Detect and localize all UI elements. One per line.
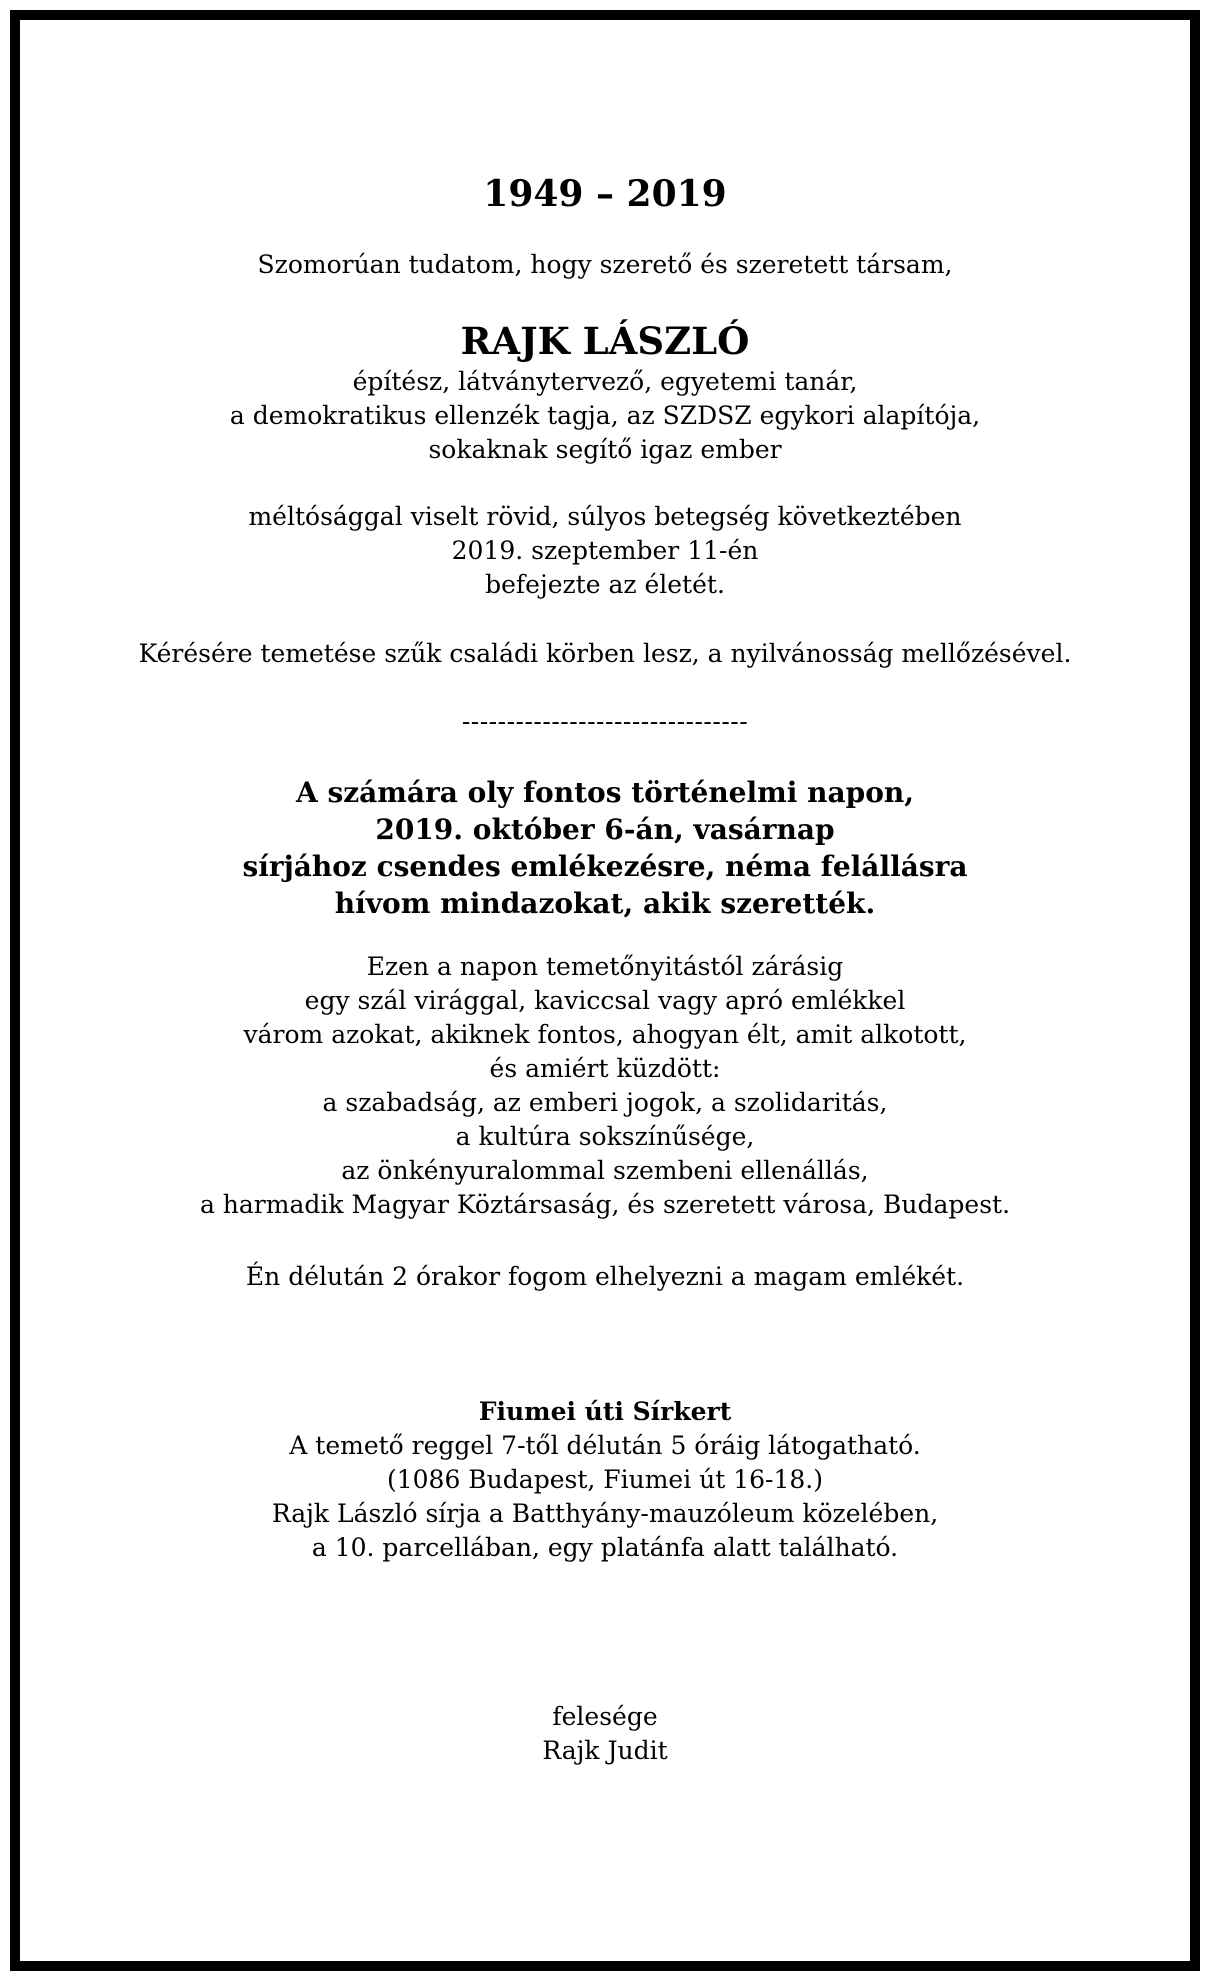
section-divider: -------------------------------- bbox=[461, 707, 749, 736]
waiting-line: egy szál virággal, kaviccsal vagy apró emlékkel bbox=[304, 986, 906, 1015]
cemetery-hours: A temető reggel 7-től délután 5 óráig látogatható. bbox=[289, 1431, 921, 1460]
signature-relation: felesége bbox=[552, 1702, 658, 1731]
passing-line: befejezte az életét. bbox=[485, 570, 725, 599]
title-line: sokaknak segítő igaz ember bbox=[428, 435, 782, 464]
title-line: a demokratikus ellenzék tagja, az SZDSZ egykori alapítója, bbox=[229, 401, 981, 430]
cemetery-name: Fiumei úti Sírkert bbox=[478, 1397, 732, 1426]
obituary-frame bbox=[10, 10, 1200, 1971]
passing-date: 2019. szeptember 11-én bbox=[451, 536, 759, 565]
funeral-note bbox=[20, 637, 1190, 671]
grave-location: Rajk László sírja a Batthyány-mauzóleum közelében, bbox=[271, 1499, 939, 1528]
passing-notice bbox=[20, 500, 1190, 602]
waiting-line: a harmadik Magyar Köztársaság, és szeretett városa, Budapest. bbox=[199, 1190, 1011, 1219]
waiting-line: várom azokat, akiknek fontos, ahogyan élt, amit alkotott, bbox=[243, 1020, 967, 1049]
waiting-line: az önkényuralommal szembeni ellenállás, bbox=[341, 1156, 869, 1185]
grave-location: a 10. parcellában, egy platánfa alatt található. bbox=[311, 1533, 899, 1562]
cemetery-info bbox=[20, 1395, 1190, 1565]
invitation-date: 2019. október 6-án, vasárnap bbox=[375, 813, 835, 846]
waiting-text bbox=[20, 950, 1190, 1222]
signature-name: Rajk Judit bbox=[542, 1736, 668, 1765]
waiting-line: a szabadság, az emberi jogok, a szolidaritás, bbox=[322, 1088, 888, 1117]
title-line: építész, látványtervező, egyetemi tanár, bbox=[352, 367, 858, 396]
own-memory bbox=[20, 1260, 1190, 1294]
waiting-line: a kultúra sokszínűsége, bbox=[455, 1122, 755, 1151]
intro-line: Szomorúan tudatom, hogy szerető és szeretett társam, bbox=[257, 250, 953, 279]
waiting-line: és amiért küzdött: bbox=[489, 1054, 721, 1083]
deceased-titles bbox=[20, 365, 1190, 467]
invitation bbox=[20, 774, 1190, 922]
signature bbox=[20, 1700, 1190, 1768]
intro-text bbox=[20, 248, 1190, 282]
deceased-name: RAJK LÁSZLÓ bbox=[460, 319, 750, 363]
cemetery-address: (1086 Budapest, Fiumei út 16-18.) bbox=[386, 1465, 824, 1494]
invitation-line: hívom mindazokat, akik szerették. bbox=[334, 887, 876, 920]
passing-line: méltósággal viselt rövid, súlyos betegség következtében bbox=[248, 502, 962, 531]
invitation-line: sírjához csendes emlékezésre, néma felállásra bbox=[242, 850, 968, 883]
waiting-line: Ezen a napon temetőnyitástól zárásig bbox=[366, 952, 844, 981]
invitation-line: A számára oly fontos történelmi napon, bbox=[295, 776, 914, 809]
life-years: 1949 – 2019 bbox=[483, 173, 727, 215]
funeral-note-line: Kérésére temetése szűk családi körben lesz, a nyilvánosság mellőzésével. bbox=[138, 639, 1072, 668]
own-memory-line: Én délután 2 órakor fogom elhelyezni a magam emlékét. bbox=[245, 1262, 965, 1291]
